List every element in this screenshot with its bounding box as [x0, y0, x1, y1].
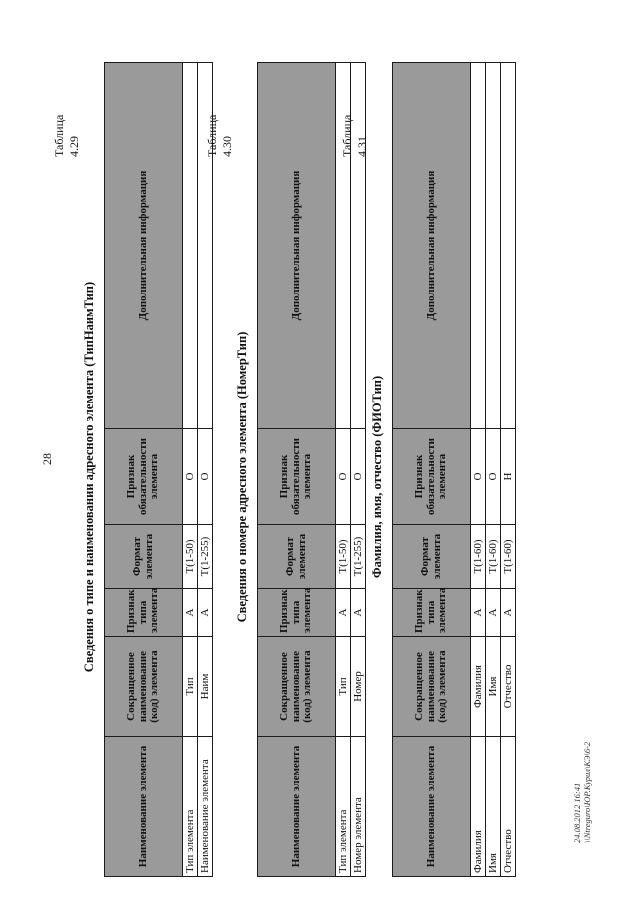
cell-type-flag: А — [183, 589, 198, 637]
page-number: 28 — [40, 453, 54, 465]
table-row — [501, 63, 516, 877]
col-header-code: Сокращенное наименование (код) элемента — [393, 637, 471, 737]
cell-info — [471, 63, 486, 429]
cell-required: Н — [501, 429, 516, 525]
cell-type-flag: А — [486, 589, 501, 637]
col-header-type-flag: Признак типа элемента — [105, 589, 183, 637]
cell-required: О — [183, 429, 198, 525]
cell-format: Т(1-255) — [198, 525, 213, 589]
cell-required: О — [198, 429, 213, 525]
cell-format: Т(1-50) — [336, 525, 351, 589]
cell-code: Фамилия — [471, 637, 486, 737]
cell-required: О — [471, 429, 486, 525]
table-caption: Таблица 4.30 — [205, 114, 234, 157]
table-heading: Фамилия, имя, отчество (ФИОТип) — [370, 375, 384, 579]
cell-format: Т(1-60) — [471, 525, 486, 589]
table-row — [471, 63, 486, 877]
table-row — [351, 63, 366, 877]
table-caption: Таблица 4.31 — [340, 114, 369, 157]
col-header-info: Дополнительная информация — [258, 63, 336, 429]
table-caption: Таблица 4.29 — [52, 114, 81, 157]
data-table — [392, 62, 516, 877]
cell-info — [486, 63, 501, 429]
table-row — [198, 63, 213, 877]
col-header-format: Формат элемента — [258, 525, 336, 589]
cell-required: О — [336, 429, 351, 525]
col-header-type-flag: Признак типа элемента — [258, 589, 336, 637]
cell-code: Тип — [336, 637, 351, 737]
cell-name: Тип элемента — [183, 737, 198, 877]
print-stamp — [572, 742, 592, 843]
table-header-row — [258, 63, 336, 877]
cell-required: О — [351, 429, 366, 525]
col-header-required: Признак обязательности элемента — [258, 429, 336, 525]
col-header-info: Дополнительная информация — [105, 63, 183, 429]
col-header-info: Дополнительная информация — [393, 63, 471, 429]
cell-name: Имя — [486, 737, 501, 877]
col-header-name: Наименование элемента — [258, 737, 336, 877]
cell-info — [183, 63, 198, 429]
data-table — [257, 62, 366, 877]
cell-info — [501, 63, 516, 429]
data-table — [104, 62, 213, 877]
cell-type-flag: А — [501, 589, 516, 637]
cell-format: Т(1-60) — [486, 525, 501, 589]
cell-type-flag: А — [351, 589, 366, 637]
col-header-name: Наименование элемента — [105, 737, 183, 877]
cell-code: Тип — [183, 637, 198, 737]
cell-format: Т(1-255) — [351, 525, 366, 589]
table-header-row — [105, 63, 183, 877]
cell-type-flag: А — [471, 589, 486, 637]
cell-format: Т(1-60) — [501, 525, 516, 589]
stamp-date: 24.08.2012 16:41 — [572, 782, 582, 843]
col-header-required: Признак обязательности элемента — [393, 429, 471, 525]
table-header-row — [393, 63, 471, 877]
cell-code: Имя — [486, 637, 501, 737]
cell-name: Отчество — [501, 737, 516, 877]
cell-code: Отчество — [501, 637, 516, 737]
cell-required: О — [486, 429, 501, 525]
table-row — [336, 63, 351, 877]
cell-type-flag: А — [198, 589, 213, 637]
table-row — [486, 63, 501, 877]
cell-name: Тип элемента — [336, 737, 351, 877]
col-header-format: Формат элемента — [393, 525, 471, 589]
cell-name: Номер элемента — [351, 737, 366, 877]
table-row — [183, 63, 198, 877]
cell-code: Наим — [198, 637, 213, 737]
col-header-code: Сокращенное наименование (код) элемента — [258, 637, 336, 737]
col-header-code: Сокращенное наименование (код) элемента — [105, 637, 183, 737]
cell-type-flag: А — [336, 589, 351, 637]
stamp-path: \\Ntreguro\ЮР.Курил\КЭ\6-2 — [582, 741, 592, 843]
cell-name: Фамилия — [471, 737, 486, 877]
cell-code: Номер — [351, 637, 366, 737]
table-heading: Сведения о типе и наименовании адресного элемента (ТипНаимТип) — [82, 281, 96, 673]
col-header-format: Формат элемента — [105, 525, 183, 589]
col-header-type-flag: Признак типа элемента — [393, 589, 471, 637]
cell-name: Наименование элемента — [198, 737, 213, 877]
col-header-name: Наименование элемента — [393, 737, 471, 877]
col-header-required: Признак обязательности элемента — [105, 429, 183, 525]
table-heading: Сведения о номере адресного элемента (НомерТип) — [235, 331, 249, 623]
cell-format: Т(1-50) — [183, 525, 198, 589]
